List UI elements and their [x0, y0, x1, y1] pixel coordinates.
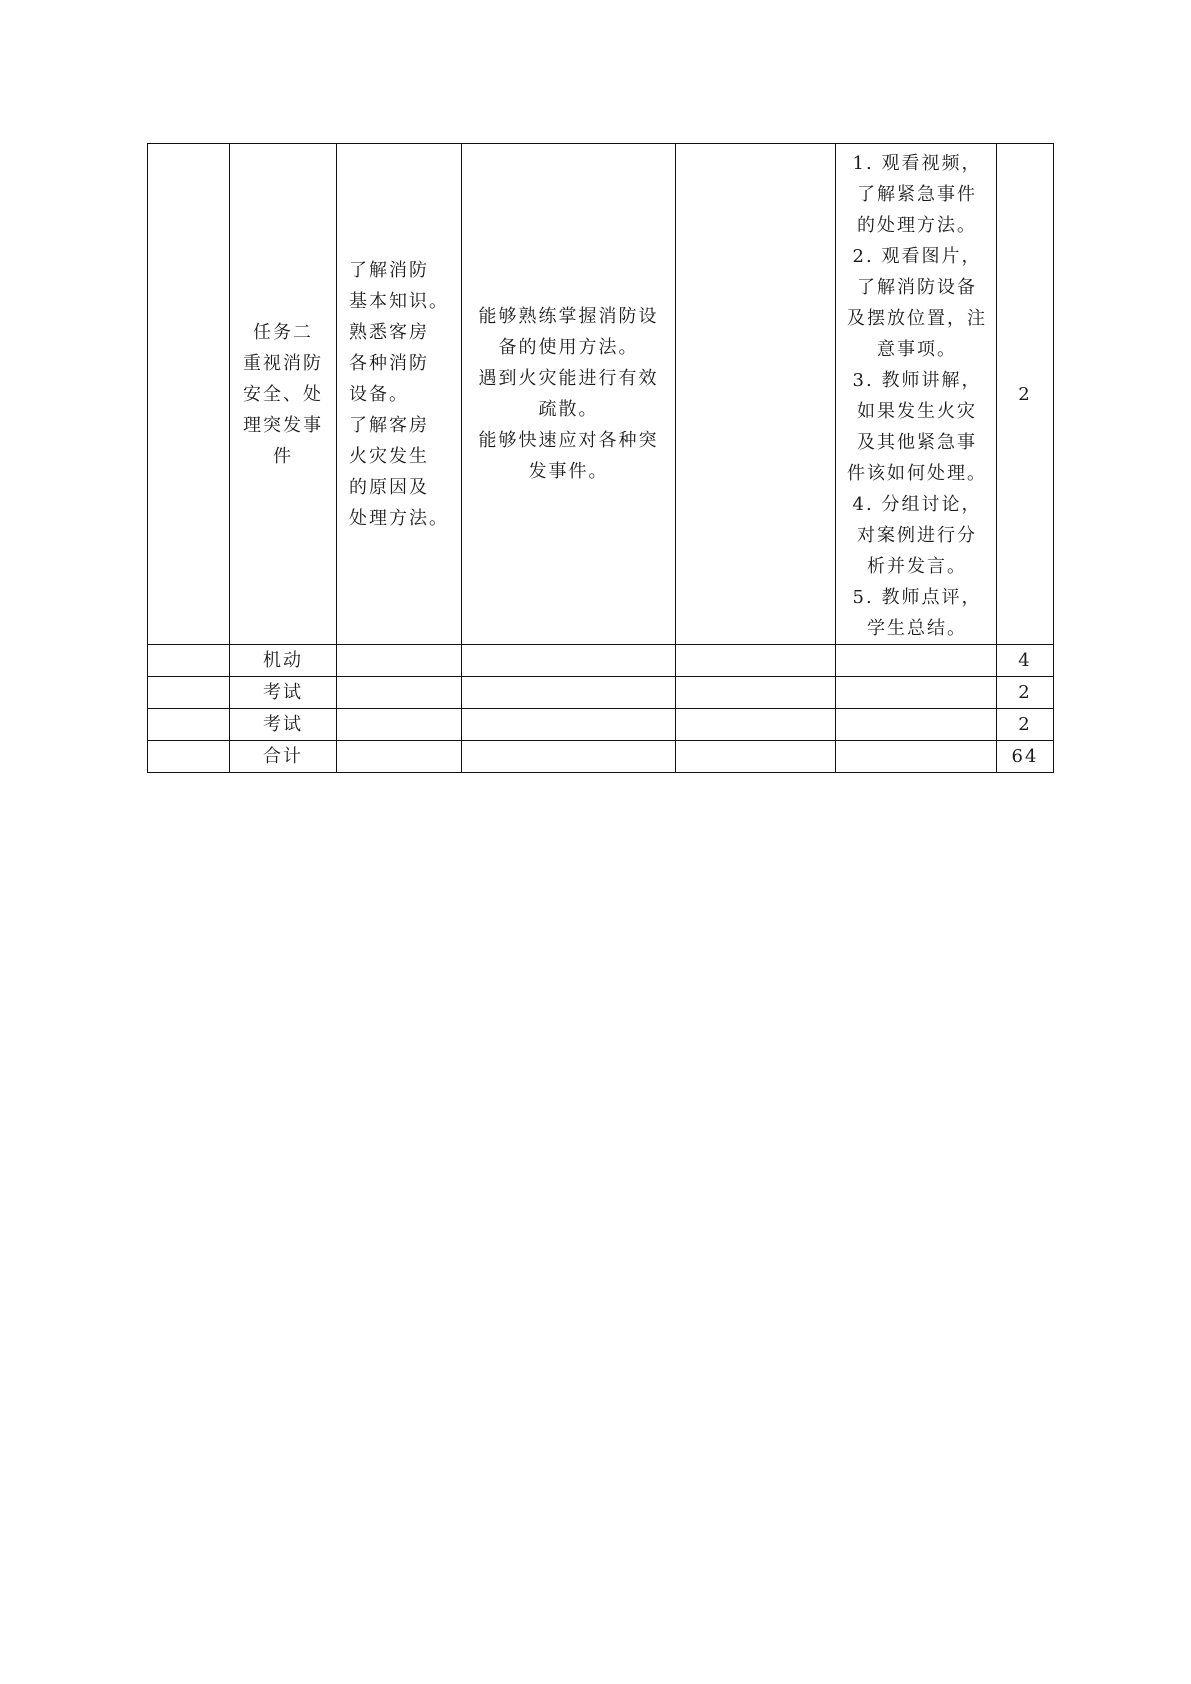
- empty-cell: [148, 741, 230, 773]
- empty-cell: [337, 741, 462, 773]
- step-line: 5. 教师点评，: [852, 587, 982, 608]
- knowledge-line: 火灾发生: [349, 445, 429, 467]
- table-row: [148, 677, 1054, 709]
- skill-goal-cell: [462, 144, 676, 645]
- step-line: 3. 教师讲解，: [852, 370, 982, 391]
- task-line: 重视消防: [243, 352, 323, 374]
- table-row: [148, 144, 1054, 645]
- knowledge-line: 处理方法。: [349, 507, 449, 529]
- row-label: 考试: [230, 709, 337, 741]
- empty-cell: [148, 709, 230, 741]
- empty-cell: [462, 677, 676, 709]
- skill-line: 能够快速应对各种突: [478, 430, 659, 451]
- skill-line: 发事件。: [528, 461, 609, 482]
- empty-cell: [836, 645, 997, 677]
- knowledge-goal-cell: [337, 144, 462, 645]
- step-line: 2. 观看图片，: [852, 246, 982, 267]
- hours-cell: 4: [997, 645, 1054, 677]
- step-line: 的处理方法。: [857, 215, 977, 236]
- empty-cell: [337, 677, 462, 709]
- step-line: 件该如何处理。: [847, 463, 987, 484]
- total-label: 合计: [230, 741, 337, 773]
- empty-cell: [462, 741, 676, 773]
- hours-cell: 2: [997, 709, 1054, 741]
- step-line: 了解消防设备: [857, 277, 977, 298]
- teaching-steps-cell: [836, 144, 997, 645]
- empty-cell: [836, 677, 997, 709]
- row-label: 机动: [230, 645, 337, 677]
- skill-line: 疏散。: [538, 399, 599, 420]
- empty-cell: [676, 645, 836, 677]
- hours-cell: 2: [997, 677, 1054, 709]
- empty-cell: [462, 709, 676, 741]
- skill-line: 能够熟练掌握消防设: [478, 306, 659, 327]
- empty-cell: [836, 709, 997, 741]
- knowledge-line: 熟悉客房: [349, 321, 429, 343]
- task-line: 件: [273, 445, 293, 467]
- empty-cell: [676, 709, 836, 741]
- empty-cell: [337, 709, 462, 741]
- hours-cell: 2: [997, 144, 1054, 645]
- knowledge-line: 的原因及: [349, 476, 429, 498]
- table-row: [148, 741, 1054, 773]
- empty-cell: [836, 741, 997, 773]
- empty-cell: [676, 741, 836, 773]
- task-cell: [230, 144, 337, 645]
- knowledge-line: 设备。: [349, 383, 409, 405]
- step-line: 及摆放位置，注: [847, 308, 987, 329]
- knowledge-line: 了解客房: [349, 414, 429, 436]
- empty-cell: [676, 677, 836, 709]
- table-row: [148, 645, 1054, 677]
- step-line: 1. 观看视频，: [852, 153, 982, 174]
- skill-line: 遇到火灾能进行有效: [478, 368, 659, 389]
- step-line: 如果发生火灾: [857, 401, 977, 422]
- task-line: 任务二: [253, 321, 313, 343]
- knowledge-line: 各种消防: [349, 352, 429, 374]
- step-line: 及其他紧急事: [857, 432, 977, 453]
- skill-line: 备的使用方法。: [498, 337, 639, 358]
- step-line: 对案例进行分: [857, 525, 977, 546]
- empty-cell: [676, 144, 836, 645]
- task-line: 安全、处: [243, 383, 323, 405]
- knowledge-line: 了解消防: [349, 259, 429, 281]
- step-line: 了解紧急事件: [857, 184, 977, 205]
- step-line: 4. 分组讨论，: [852, 494, 982, 515]
- step-line: 析并发言。: [867, 556, 967, 577]
- empty-cell: [337, 645, 462, 677]
- table-row: [148, 709, 1054, 741]
- module-cell: [148, 144, 230, 645]
- course-plan-table: [147, 143, 1054, 773]
- empty-cell: [148, 645, 230, 677]
- step-line: 学生总结。: [867, 618, 967, 639]
- knowledge-line: 基本知识。: [349, 290, 449, 312]
- row-label: 考试: [230, 677, 337, 709]
- task-line: 理突发事: [243, 414, 323, 436]
- empty-cell: [148, 677, 230, 709]
- total-hours-cell: 64: [997, 741, 1054, 773]
- empty-cell: [462, 645, 676, 677]
- step-line: 意事项。: [877, 339, 957, 360]
